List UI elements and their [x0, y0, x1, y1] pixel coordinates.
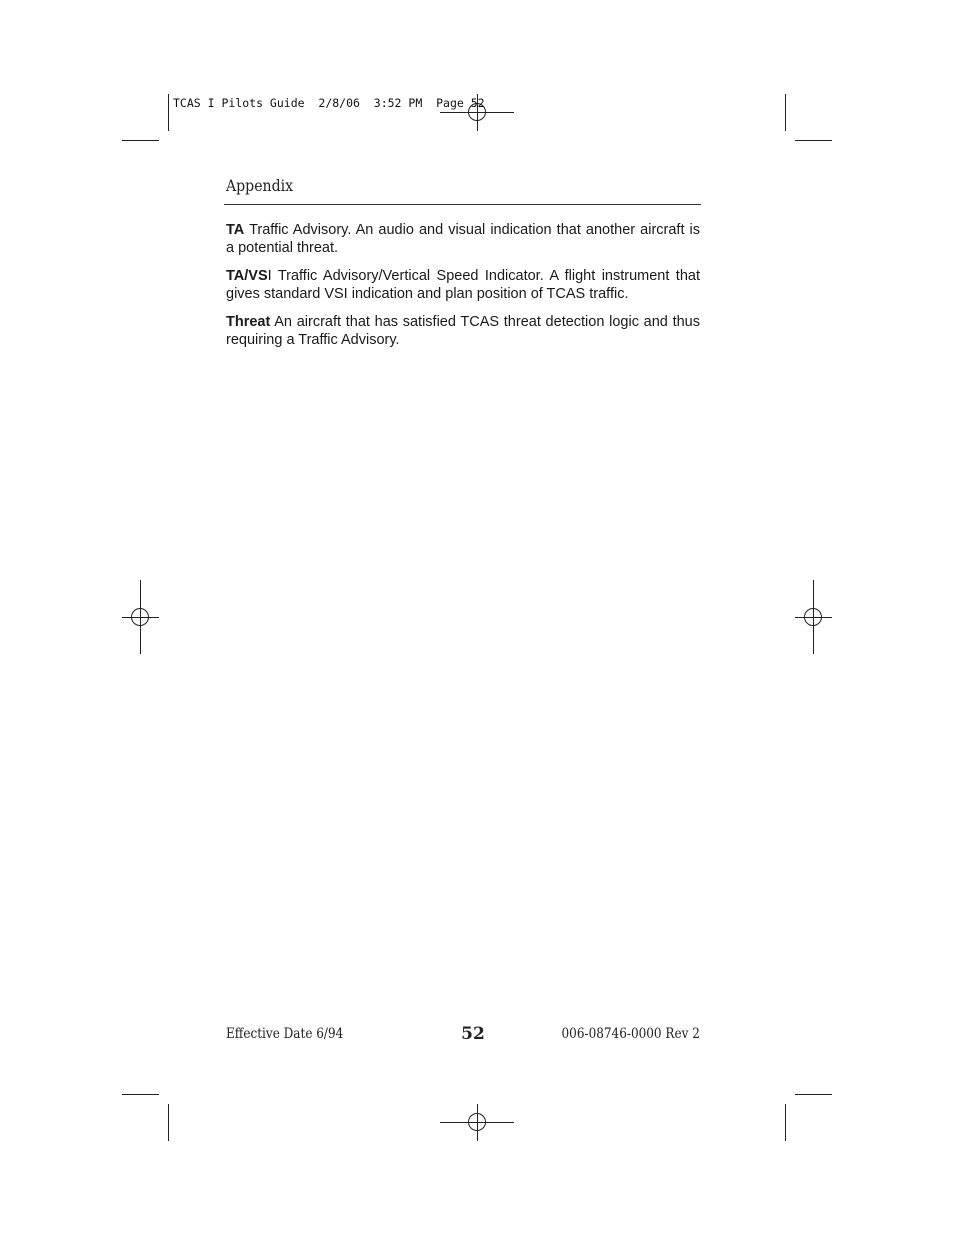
crop-mark	[795, 140, 832, 141]
glossary-definition: Traffic Advisory. An audio and visual indication that another aircraft is a potential threat.	[226, 222, 700, 256]
crop-mark	[785, 94, 786, 131]
section-title: Appendix	[226, 176, 294, 195]
document-number: 006-08746-0000 Rev 2	[561, 1026, 700, 1042]
registration-mark	[131, 608, 149, 626]
crop-mark	[122, 1094, 159, 1095]
crop-mark	[168, 94, 169, 131]
crop-mark	[795, 1094, 832, 1095]
glossary-term: TA	[226, 222, 245, 238]
glossary-definition: I Traffic Advisory/Vertical Speed Indicator. A flight instrument that gives standard VSI indication and plan position of TCAS traffic.	[226, 268, 700, 302]
header-rule	[224, 204, 701, 205]
registration-mark	[468, 1113, 486, 1131]
glossary-entry	[226, 222, 700, 257]
glossary-definition: An aircraft that has satisfied TCAS threat detection logic and thus requiring a Traffic Advisory.	[226, 314, 700, 348]
crop-mark	[168, 1104, 169, 1141]
page-number: 52	[461, 1024, 485, 1044]
glossary-entry	[226, 314, 700, 349]
print-slug: TCAS I Pilots Guide 2/8/06 3:52 PM Page 52	[173, 96, 485, 110]
glossary-term: Threat	[226, 314, 271, 330]
crop-mark	[122, 140, 159, 141]
glossary	[226, 222, 700, 360]
crop-mark	[785, 1104, 786, 1141]
glossary-term: TA/VS	[226, 268, 268, 284]
glossary-entry	[226, 268, 700, 303]
registration-mark	[804, 608, 822, 626]
effective-date: Effective Date 6/94	[226, 1026, 344, 1042]
